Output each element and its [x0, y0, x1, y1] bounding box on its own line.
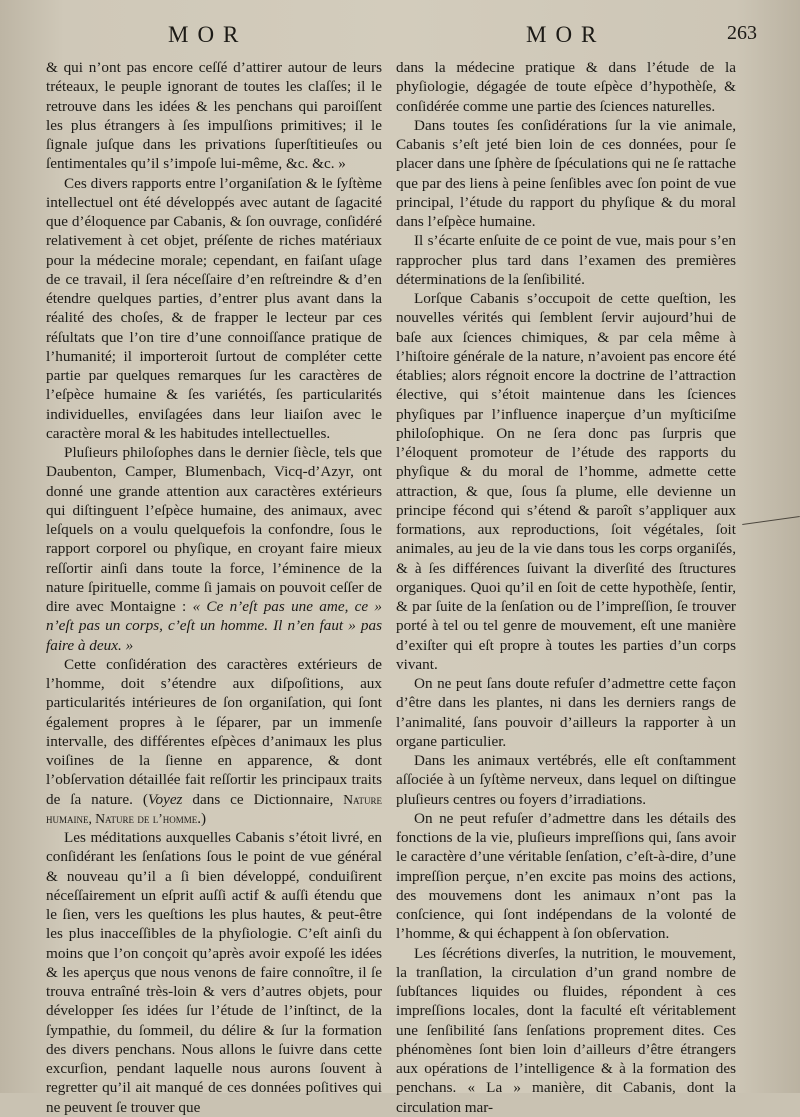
page-number: 263	[727, 22, 757, 44]
montaigne-quote: « Ce n’eſt pas une ame, ce » n’eſt pas un corps, c’eſt un homme. Il n’en faut » pas faire à deux. »	[46, 598, 382, 654]
paragraph: dans la médecine pratique & dans l’étude de la phyſiologie, dégagée de toute eſpèce d’hypothèſe, & conſidérée comme une partie des ſciences naturelles.	[396, 59, 736, 115]
right-column	[396, 58, 736, 1116]
paragraph: Dans les animaux vertébrés, elle eſt conſtamment aſſociée à un ſyſtème nerveux, dans lequel on diſtingue pluſieurs centres ou foyers d’irradiations.	[396, 752, 736, 808]
paragraph: Il s’écarte enſuite de ce point de vue, mais pour s’en rapprocher plus tard dans l’examen des premières déterminations de la ſenſibilité.	[396, 232, 736, 288]
paragraph-text: Cette conſidération des caractères extérieurs de l’homme, doit s’étendre aux diſpoſitions, aux particularités intérieures de ſon organiſation, qui ſont également propres à le ſéparer, par un immenſe intervalle, des différentes eſpèces d’animaux les plus voiſines de la ſienne en apparence, & dont l’obſervation détaillée fait reſſortir les principaux traits de ſa nature. (	[46, 655, 382, 808]
paragraph: Les ſécrétions diverſes, la nutrition, le mouvement, la tranſlation, la circulation d’un grand nombre de ſubſtances liquides ou fluides, répondent à ces impreſſions locales, dont la faculté eſt véritablement une ſenſibilité ſans ſenſations proprement dites. Ces phénomènes ſont bien loin d’ailleurs d’être étrangers aux opérations de l’intelligence & à la formation des penchans. « La » manière, dit Cabanis, dont la circulation mar-	[396, 944, 736, 1116]
cross-reference-voyez: Voyez	[147, 790, 183, 808]
paragraph: Ces divers rapports entre l’organiſation & le ſyſtème intellectuel ont été développés avec autant de ſagacité que d’éloquence par Cabanis, & ſon ouvrage, conſidéré relativement à cet objet, préſente de riches matériaux pour la médecine morale; cependant, en faiſant uſage de ce travail, il ſera néceſſaire d’en reſtreindre & d’en étendre quelques parties, d’entrer plus avant dans la réalité des choſes, & de frapper le lecteur par ces réſultats que l’on tire d’une connoiſſance pratique de l’humanité; il importeroit ſurtout de compléter cette partie par quelques remarques ſur les caractères de l’eſpèce humaine & ſes variétés, ſes particularités individuelles, enviſagées dans leur liaiſon avec le caractère moral & les habitudes intellectuelles.	[46, 174, 382, 442]
paragraph	[46, 443, 382, 655]
paragraph-text: Pluſieurs philoſophes dans le dernier ſiècle, tels que Daubenton, Camper, Blumenbach, Vicq-d’Azyr, ont donné une grande attention aux caractères extérieurs qui diſtinguent l’eſpèce humaine, des animaux, avec leſquels on a voulu quelquefois la confondre, ſous le rapport corporel ou phyſique, en croyant faire mieux reſſortir ainſi dans toute la force, l’éminence de la nature ſpirituelle, comme ſi jamais on pouvoit ceſſer de dire avec Montaigne :	[46, 444, 382, 615]
paragraph: Lorſque Cabanis s’occupoit de cette queſtion, les nouvelles vérités qui ſemblent ſervir aujourd’hui de baſe aux ſciences chimiques, & par cela même à l’hiſtoire générale de la nature, n’avoient pas encore été établies; alors régnoit encore la doctrine de l’attraction élective, qui s’étoit maintenue dans les ſciences phyſiques par l’influence inaperçue d’un myſticiſme philoſophique. On ne ſera donc pas ſurpris que l’éloquent promoteur de l’étude des rapports du phyſique & du moral de l’homme, admette cette attraction, & que, ſous ſa plume, elle devienne un principe fécond qui s’étend & paroît s’appliquer aux formations, aux reproductions, ſoit végétales, ſoit animales, au jeu de la vie dans tous les corps organiſés, & à ſes différences ſuivant la diverſité des ſtructures organiques. Quoi qu’il en ſoit de cette hypothèſe, ſentir, & par ſuite de la ſenſation ou de l’impreſſion, ſe trouver porté à tel ou tel genre de mouvement, eſt une manière d’exiſter qui eſt propre à toutes les parties d’un corps vivant.	[396, 290, 736, 673]
paragraph	[46, 655, 382, 828]
paragraph-text: dans ce Dictionnaire,	[182, 790, 344, 808]
paragraph: Les méditations auxquelles Cabanis s’étoit livré, en conſidérant les ſenſations ſous le point de vue général & nouveau qu’il a ſi bien développé, conduiſirent néceſſairement un eſprit auſſi actif & auſſi étendu que le ſien, vers les queſtions les plus hautes, & peut-être les plus inacceſſibles de la phyſiologie. C’eſt ainſi du moins que l’on conçoit qu’après avoir expoſé les idées & les aperçus que nous venons de faire connoître, il ſe trouva entraîné très-loin & vers d’autres objets, pour développer ſes idées ſur l’étude de l’inſtinct, de la ſympathie, du ſommeil, du délire & ſur la formation des divers penchans. Nous allons le ſuivre dans cette excurſion, pendant laquelle nous aurons ſouvent à regretter qu’il ait manqué de ces données poſitives qui ne peuvent ſe trouver que	[46, 829, 382, 1116]
paragraph: & qui n’ont pas encore ceſſé d’attirer autour de leurs tréteaux, le peuple ignorant de toutes les claſſes; il le retrouve dans les idées & les penchans qui paroiſſent les plus étrangers à ſes impulſions primitives; il le ſignale juſque dans les privations ſuperſtitieuſes ou ſentimentales qu’il s’impoſe lui-même, &c. &c. »	[46, 59, 382, 173]
running-head-right: MOR	[526, 22, 606, 47]
paragraph: Dans toutes ſes conſidérations ſur la vie animale, Cabanis s’eſt jeté bien loin de ces données, pour ſe placer dans une ſphère de ſpéculations qui ne ſe rattache que par des liens à peine ſenſibles avec ſon point de vue principal, l’étude du rapport du phyſique & du moral dans l’eſpèce humaine.	[396, 116, 736, 230]
cross-reference-entries: Nature humaine, Nature de l’homme	[46, 791, 382, 826]
paragraph-text: .)	[197, 809, 207, 827]
paragraph: On ne peut ſans doute refuſer d’admettre cette façon d’être dans les plantes, ni dans les derniers rangs de l’animalité, ſans pouvoir d’ailleurs la rapporter à un organe particulier.	[396, 675, 736, 750]
margin-mark-line	[742, 516, 800, 525]
paragraph: On ne peut refuſer d’admettre dans les détails des fonctions de la vie, pluſieurs impreſſions qui, ſans avoir le caractère d’une véritable ſenſation, c’eſt-à-dire, d’une impreſſion perçue, n’en excite pas moins des actions, des mouvemens dont les animaux n’ont pas la conſcience, qui ſont indépendans de la volonté de l’homme, & qui échappent à ſon obſervation.	[396, 809, 736, 943]
running-head-left: MOR	[168, 22, 248, 47]
left-column	[46, 58, 382, 1116]
